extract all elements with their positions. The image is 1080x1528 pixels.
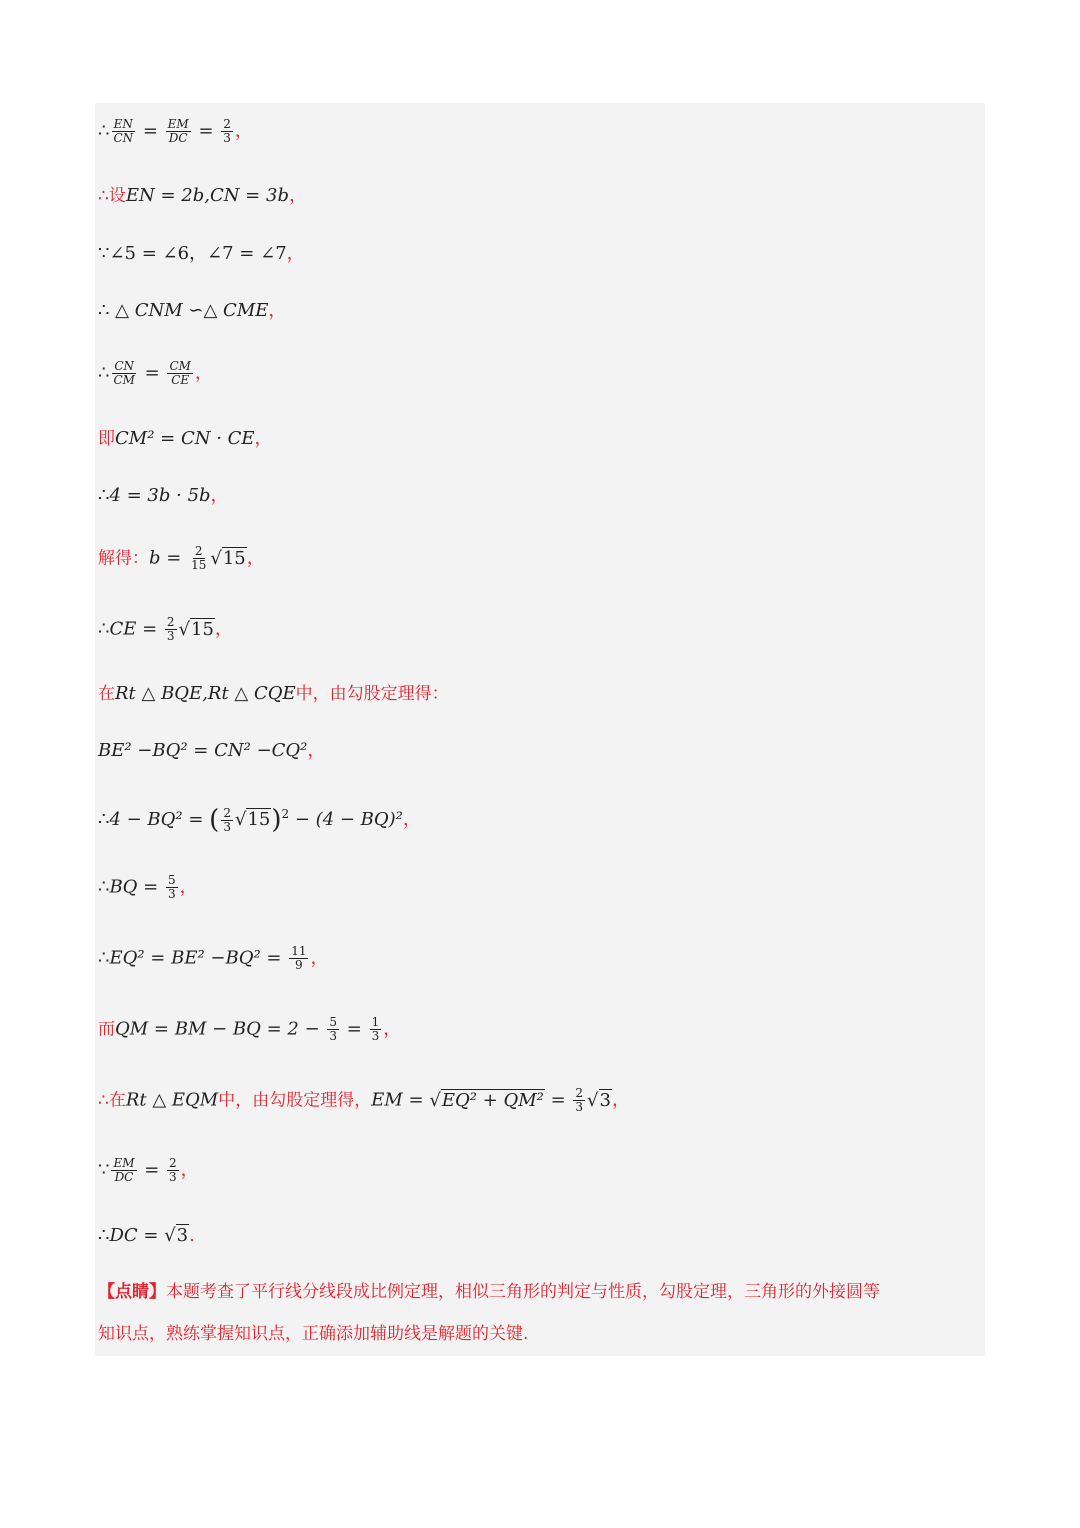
line-10: 在Rt △ BQE,Rt △ CQE中，由勾股定理得：	[98, 683, 449, 704]
line-17: ∵ $\frac{EM}{DC}$ = $\frac{2}{3}$ ，	[98, 1156, 199, 1184]
line-6: 即CM² = CN · CE，	[98, 428, 273, 449]
line-16: ∴在Rt △ EQM中，由勾股定理得，EM = √EQ² + QM² = $\frac{2}{3}$ √3，	[98, 1086, 630, 1114]
comment-line-1: 【点睛】本题考查了平行线分线段成比例定理，相似三角形的判定与性质，勾股定理，三角形的外接圆等	[98, 1282, 880, 1302]
solution-panel	[95, 103, 985, 1356]
line-5: ∴ $\frac{CN}{CM}$ = $\frac{CM}{CE}$ ，	[98, 359, 213, 387]
comment-line-2: 知识点，熟练掌握知识点，正确添加辅助线是解题的关键.	[98, 1324, 529, 1344]
line-4: ∴ △ CNM ∽△ CME，	[98, 300, 287, 321]
line-7: ∴4 = 3b · 5b，	[98, 485, 229, 506]
line-15: 而QM = BM − BQ = 2 − $\frac{5}{3}$ = $\frac{1}{3}$ ，	[98, 1015, 402, 1043]
line-8: 解得：b = $\frac{2}{15}$ √15，	[98, 544, 265, 572]
line-3: ∵∠5 = ∠6，∠7 = ∠7，	[98, 243, 305, 264]
line-12: ∴4 − BQ² = ( $\frac{2}{3}$ √15)$^2$ − (4 − BQ)²，	[98, 805, 421, 835]
line-9: ∴CE = $\frac{2}{3}$ √15，	[98, 615, 233, 643]
line-1: ∴ $\frac{EN}{CN}$ = $\frac{EM}{DC}$ = $\frac{2}{3}$ ，	[98, 117, 253, 145]
line-18: ∴DC = √3.	[98, 1225, 195, 1246]
line-13: ∴BQ = $\frac{5}{3}$ ，	[98, 873, 198, 901]
line-11: BE² −BQ² = CN² −CQ²，	[98, 740, 326, 761]
line-14: ∴EQ² = BE² −BQ² = $\frac{11}{9}$ ，	[98, 944, 329, 972]
line-2: ∴设EN = 2b,CN = 3b，	[98, 185, 307, 206]
